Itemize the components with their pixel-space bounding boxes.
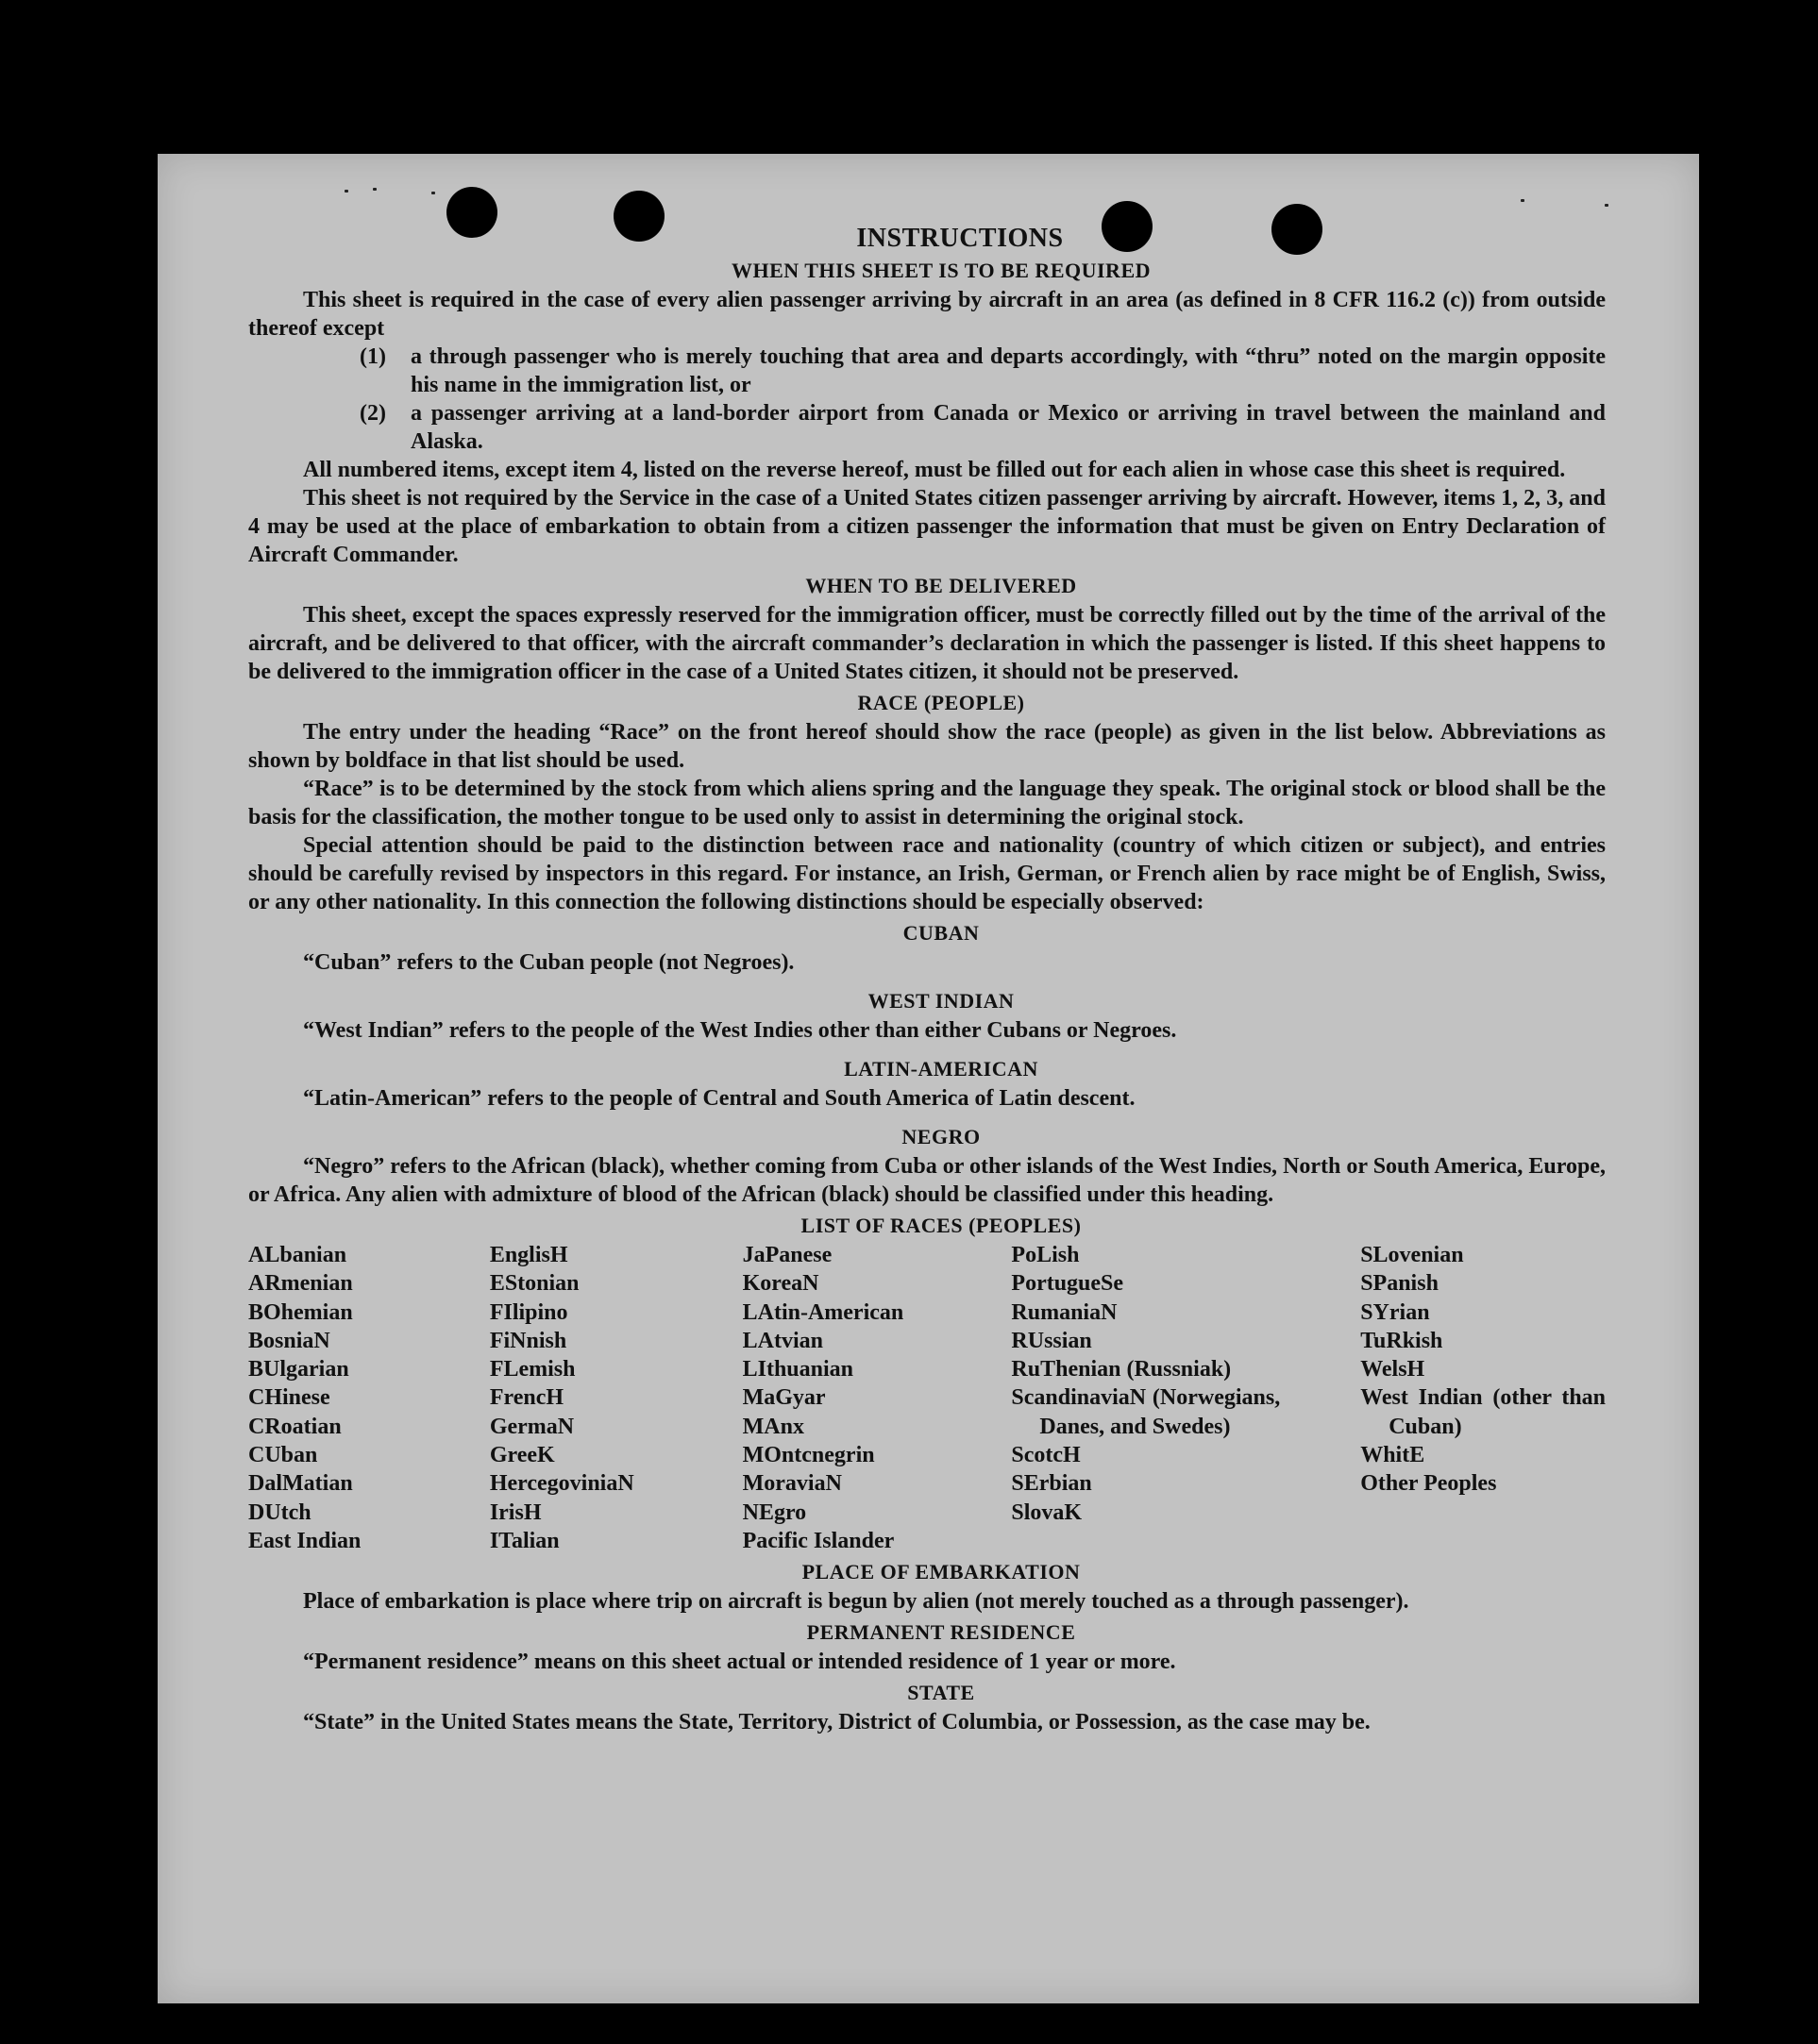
race-item: EStonian — [489, 1271, 580, 1297]
item-number: (1) — [360, 344, 386, 369]
paragraph: This sheet, except the spaces expressly reserved for the immigration officer, must be correctly filled out by the time of the arrival of the aircraft, and be delivered to that officer, with the aircraft commander’s declaration in which the passenger is listed. If this sheet happens to be delivered to the immigration officer in the case of a United States citizen, it should not be preserved. — [248, 603, 1606, 684]
paragraph: “Latin-American” refers to the people of Central and South America of Latin descent. — [303, 1086, 1136, 1111]
race-item: GermaN — [489, 1414, 575, 1439]
race-item: DalMatian — [248, 1471, 353, 1497]
paragraph: Special attention should be paid to the distinction between race and nationality (country of which citizen or subject), and entries should be carefully revised by inspectors in this regard. For instance, an Irish, German, or French alien by race might be of English, Swiss, or any other nationality. In this connection the following distinctions should be especially observed: — [248, 833, 1606, 914]
race-item: FIlipino — [489, 1299, 568, 1325]
speck — [1605, 204, 1608, 207]
races-column-3 — [743, 1241, 1012, 1555]
race-item: LIthuanian — [742, 1357, 854, 1382]
races-table — [248, 1241, 1606, 1555]
heading-embarkation: PLACE OF EMBARKATION — [801, 1560, 1081, 1584]
race-item: SErbian — [1011, 1471, 1092, 1497]
race-item: MoraviaN — [742, 1471, 842, 1497]
race-item: ITalian — [489, 1528, 560, 1553]
race-item: SLovenian — [1360, 1243, 1464, 1267]
heading-state: STATE — [907, 1681, 975, 1705]
race-item: DUtch — [248, 1499, 311, 1525]
heading-cuban: CUBAN — [902, 921, 980, 945]
race-item: FiNnish — [489, 1328, 567, 1353]
race-item: East Indian — [248, 1528, 362, 1553]
paragraph: “Cuban” refers to the Cuban people (not Negroes). — [303, 950, 795, 975]
race-item: FLemish — [489, 1357, 576, 1382]
heading-when-required: WHEN THIS SHEET IS TO BE REQUIRED — [731, 259, 1152, 282]
race-item: KoreaN — [742, 1271, 819, 1297]
speck — [1521, 199, 1524, 202]
instructions-content — [248, 224, 1606, 1736]
race-item: FrencH — [489, 1385, 564, 1411]
list-item — [360, 399, 1606, 456]
race-item: GreeK — [489, 1443, 555, 1468]
race-item: BOhemian — [248, 1299, 353, 1325]
race-item: IrisH — [489, 1499, 542, 1525]
race-item: ScotcH — [1011, 1443, 1081, 1468]
race-item: EnglisH — [489, 1243, 568, 1267]
race-item: JaPanese — [742, 1243, 833, 1267]
speck — [373, 188, 377, 191]
race-item-west-indian: West Indian (other than Cuban) — [1360, 1385, 1607, 1439]
heading-race: RACE (PEOPLE) — [857, 691, 1025, 714]
item-text: a passenger arriving at a land-border airport from Canada or Mexico or arriving in travel between the mainland and Alaska. — [411, 401, 1606, 454]
paragraph: The entry under the heading “Race” on the front hereof should show the race (people) as given in the list below. Abbreviations as shown by boldface in that list should be used. — [248, 720, 1606, 773]
race-item: LAtvian — [742, 1328, 823, 1353]
heading-list-of-races: LIST OF RACES (PEOPLES) — [800, 1214, 1082, 1237]
races-column-4 — [1011, 1241, 1280, 1555]
speck — [345, 190, 348, 193]
race-item-scandinavian: ScandinaviaN (Norwegians, Danes, and Swedes) — [1011, 1385, 1281, 1439]
race-item: RUssian — [1011, 1328, 1092, 1353]
races-column-5 — [1360, 1241, 1606, 1555]
paragraph: This sheet is required in the case of every alien passenger arriving by aircraft in an area (as defined in 8 CFR 116.2 (c)) from outside thereof except — [248, 288, 1606, 341]
race-item: BosniaN — [248, 1328, 330, 1353]
paragraph: “State” in the United States means the State, Territory, District of Columbia, or Possession, as the case may be. — [303, 1710, 1371, 1735]
races-column-1 — [248, 1241, 490, 1555]
paragraph: “Negro” refers to the African (black), whether coming from Cuba or other islands of the West Indies, North or South America, Europe, or Africa. Any alien with admixture of blood of the African (black) should be classified under this heading. — [248, 1154, 1606, 1207]
race-item: WelsH — [1360, 1357, 1425, 1382]
list-item — [360, 343, 1606, 399]
race-item: Other Peoples — [1360, 1471, 1497, 1497]
paragraph: This sheet is not required by the Service in the case of a United States citizen passenger arriving by aircraft. However, items 1, 2, 3, and 4 may be used at the place of embarkation to obtain from a citizen passenger the information that must be given on Entry Declaration of Aircraft Commander. — [248, 486, 1606, 567]
race-item: SlovaK — [1011, 1499, 1083, 1525]
race-item: SYrian — [1360, 1299, 1430, 1325]
paragraph: “West Indian” refers to the people of the West Indies other than either Cubans or Negroes. — [303, 1018, 1177, 1043]
race-item: NEgro — [742, 1499, 807, 1525]
race-item: CRoatian — [248, 1414, 342, 1439]
item-text: a through passenger who is merely touching that area and departs accordingly, with “thru” noted on the margin opposite his name in the immigration list, or — [411, 344, 1606, 397]
race-item: MaGyar — [742, 1385, 826, 1411]
race-item: CUban — [248, 1443, 318, 1468]
paragraph: “Race” is to be determined by the stock from which aliens spring and the language they speak. The original stock or blood shall be the basis for the classification, the mother tongue to be used only to assist in determining the original stock. — [248, 777, 1606, 829]
heading-west-indian: WEST INDIAN — [867, 989, 1015, 1013]
race-item: LAtin-American — [742, 1299, 904, 1325]
race-item: RumaniaN — [1011, 1299, 1118, 1325]
race-item: ARmenian — [248, 1271, 353, 1297]
heading-negro: NEGRO — [901, 1125, 981, 1148]
paragraph: All numbered items, except item 4, listed on the reverse hereof, must be filled out for each alien in whose case this sheet is required. — [303, 458, 1566, 482]
race-item: ALbanian — [248, 1243, 347, 1267]
race-item: HercegoviniaN — [489, 1471, 634, 1497]
races-column-2 — [490, 1241, 743, 1555]
race-item: TuRkish — [1360, 1328, 1443, 1353]
race-item: MAnx — [742, 1414, 804, 1439]
heading-permanent-residence: PERMANENT RESIDENCE — [806, 1620, 1076, 1645]
race-item: BUlgarian — [248, 1357, 349, 1382]
race-item: PoLish — [1011, 1243, 1080, 1267]
race-item: PortugueSe — [1011, 1271, 1124, 1297]
race-item: SPanish — [1360, 1271, 1439, 1297]
item-number: (2) — [360, 401, 386, 426]
heading-when-delivered: WHEN TO BE DELIVERED — [805, 574, 1077, 597]
page-title: INSTRUCTIONS — [856, 224, 1064, 253]
race-item: RuThenian (Russniak) — [1011, 1357, 1232, 1382]
race-item: WhitE — [1360, 1443, 1425, 1468]
paragraph: “Permanent residence” means on this sheet actual or intended residence of 1 year or more. — [303, 1650, 1176, 1675]
race-item: Pacific Islander — [742, 1528, 895, 1553]
heading-latin-american: LATIN-AMERICAN — [844, 1057, 1038, 1081]
race-item: CHinese — [248, 1385, 330, 1411]
race-item: MOntcnegrin — [742, 1443, 875, 1468]
speck — [431, 192, 435, 194]
document-sheet — [158, 154, 1699, 2003]
paragraph: Place of embarkation is place where trip on aircraft is begun by alien (not merely touched as a through passenger). — [303, 1589, 1409, 1615]
